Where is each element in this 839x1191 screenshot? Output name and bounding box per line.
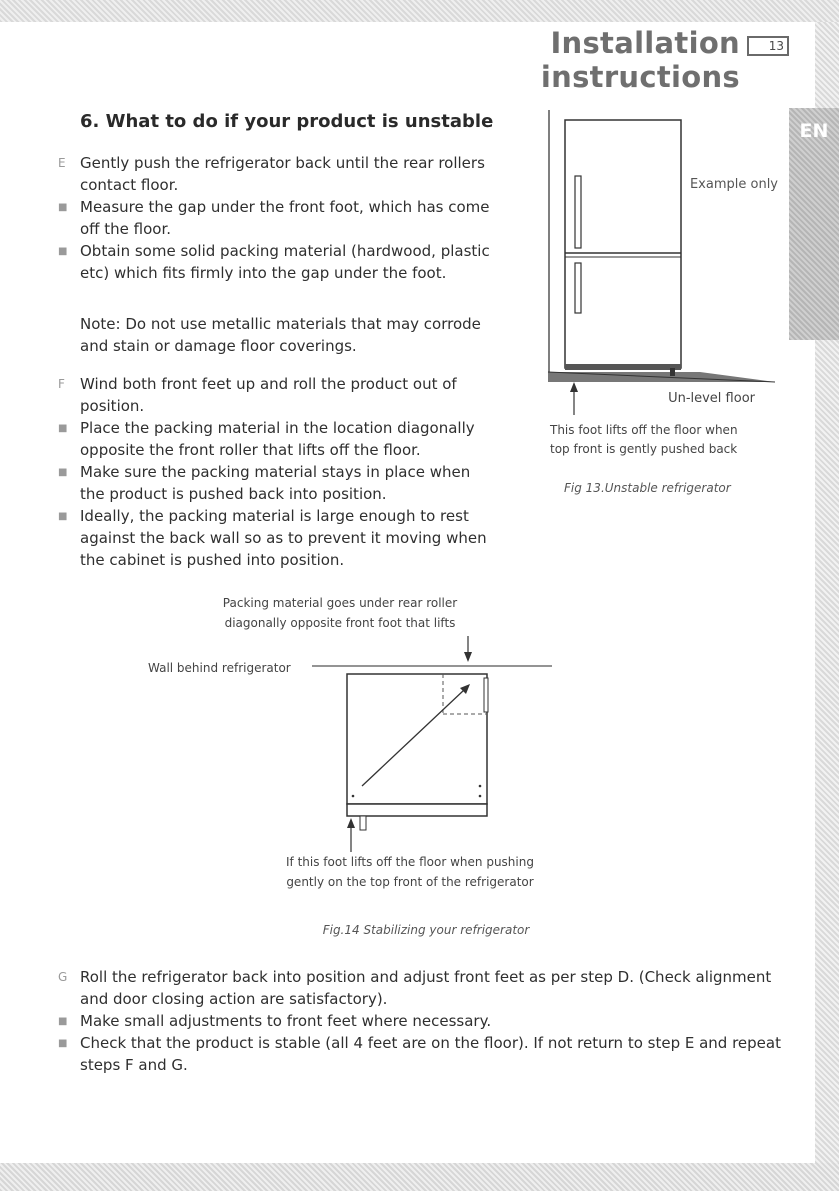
step-text: Gently push the refrigerator back until the rear rollers contact floor. — [80, 154, 485, 194]
bullet-square-icon: ■ — [58, 423, 68, 434]
fig14-dot — [479, 795, 482, 798]
fig14-packing-label-1: Packing material goes under rear roller — [222, 596, 458, 610]
step-e-item — [58, 152, 498, 196]
bullet-square-icon: ■ — [58, 511, 68, 522]
fig13-caption: Fig 13.Unstable refrigerator — [564, 481, 731, 495]
bullet-square-icon: ■ — [58, 1016, 68, 1027]
step-g-list — [58, 966, 788, 1076]
fig14-front-foot — [360, 816, 366, 830]
fig13-foot-caption-2: top front is gently pushed back — [550, 442, 738, 456]
bullet-square-icon: ■ — [58, 1038, 68, 1049]
step-marker: F — [58, 377, 65, 391]
fig14-caption: Fig.14 Stabilizing your refrigerator — [322, 923, 530, 937]
fig14-wall-label: Wall behind refrigerator — [148, 661, 291, 675]
step-g-item — [58, 1010, 788, 1032]
step-f-list — [58, 373, 498, 571]
language-tab-label: EN — [799, 120, 829, 142]
step-g-item — [58, 966, 788, 1010]
fig13-floor-label: Un-level floor — [668, 391, 755, 406]
step-text: Measure the gap under the front foot, which has come off the floor. — [80, 198, 490, 238]
fig13-foot-caption-1: This foot lifts off the floor when — [550, 423, 738, 437]
fig14-foot-label-2: gently on the top front of the refrigerator — [286, 875, 534, 889]
fig14-dot — [479, 785, 482, 788]
fig14-fridge-front-edge — [347, 804, 487, 816]
step-text: Obtain some solid packing material (hardwood, plastic etc) which fits firmly into the gap under the foot. — [80, 242, 490, 282]
step-marker: G — [58, 970, 68, 984]
fig14-foot-label-1: If this foot lifts off the floor when pushing — [286, 855, 534, 869]
step-f-item — [58, 373, 498, 417]
fig13-rear-roller — [670, 368, 675, 376]
fig13-upper-handle — [575, 176, 581, 248]
fig13-arrow-up-icon — [570, 382, 578, 392]
fig13-example-label: Example only — [689, 177, 778, 192]
bullet-square-icon: ■ — [58, 202, 68, 213]
step-e-item — [58, 240, 498, 284]
step-text: Wind both front feet up and roll the product out of position. — [80, 375, 457, 415]
step-text: Make sure the packing material stays in place when the product is pushed back into position. — [80, 463, 471, 503]
page-number: 13 — [747, 36, 789, 56]
bullet-square-icon: ■ — [58, 467, 68, 478]
step-text: Roll the refrigerator back into position and adjust front feet as per step D. (Check alignment and door closing action are satisfactory). — [80, 968, 772, 1008]
fig14-arrow-up-icon — [347, 818, 355, 828]
step-f-item — [58, 505, 498, 571]
step-text: Ideally, the packing material is large enough to rest against the back wall so as to prevent it moving when the cabinet is pushed into position. — [80, 507, 487, 569]
fig13-fridge-base — [565, 364, 681, 370]
fig13-fridge-body — [565, 120, 681, 368]
step-f-item — [58, 461, 498, 505]
fig14-packing-label-2: diagonally opposite front foot that lifts — [224, 616, 456, 630]
step-f-item — [58, 417, 498, 461]
top-border-pattern — [0, 0, 839, 22]
bottom-border-pattern — [0, 1163, 839, 1191]
fig14-packing-material — [484, 678, 488, 712]
step-text: Place the packing material in the location diagonally opposite the front roller that lifts off the floor. — [80, 419, 475, 459]
fig14-arrow-down-icon — [464, 652, 472, 662]
step-e-item — [58, 196, 498, 240]
fig14-stabilizing-diagram — [140, 590, 600, 940]
fig13-unstable-refrigerator — [530, 110, 800, 510]
fig13-lower-handle — [575, 263, 581, 313]
note-text: Note: Do not use metallic materials that may corrode and stain or damage floor coverings. — [80, 315, 481, 355]
step-g-item — [58, 1032, 788, 1076]
step-text: Check that the product is stable (all 4 feet are on the floor). If not return to step E and repeat steps F and G. — [80, 1034, 781, 1074]
step-marker: E — [58, 156, 66, 170]
step-e-list — [58, 152, 498, 284]
step-text: Make small adjustments to front feet where necessary. — [80, 1012, 492, 1030]
fig14-dot — [352, 795, 355, 798]
page-header-title: Installation instructions — [540, 26, 740, 94]
section-title: 6. What to do if your product is unstable — [80, 111, 494, 132]
bullet-square-icon: ■ — [58, 246, 68, 257]
